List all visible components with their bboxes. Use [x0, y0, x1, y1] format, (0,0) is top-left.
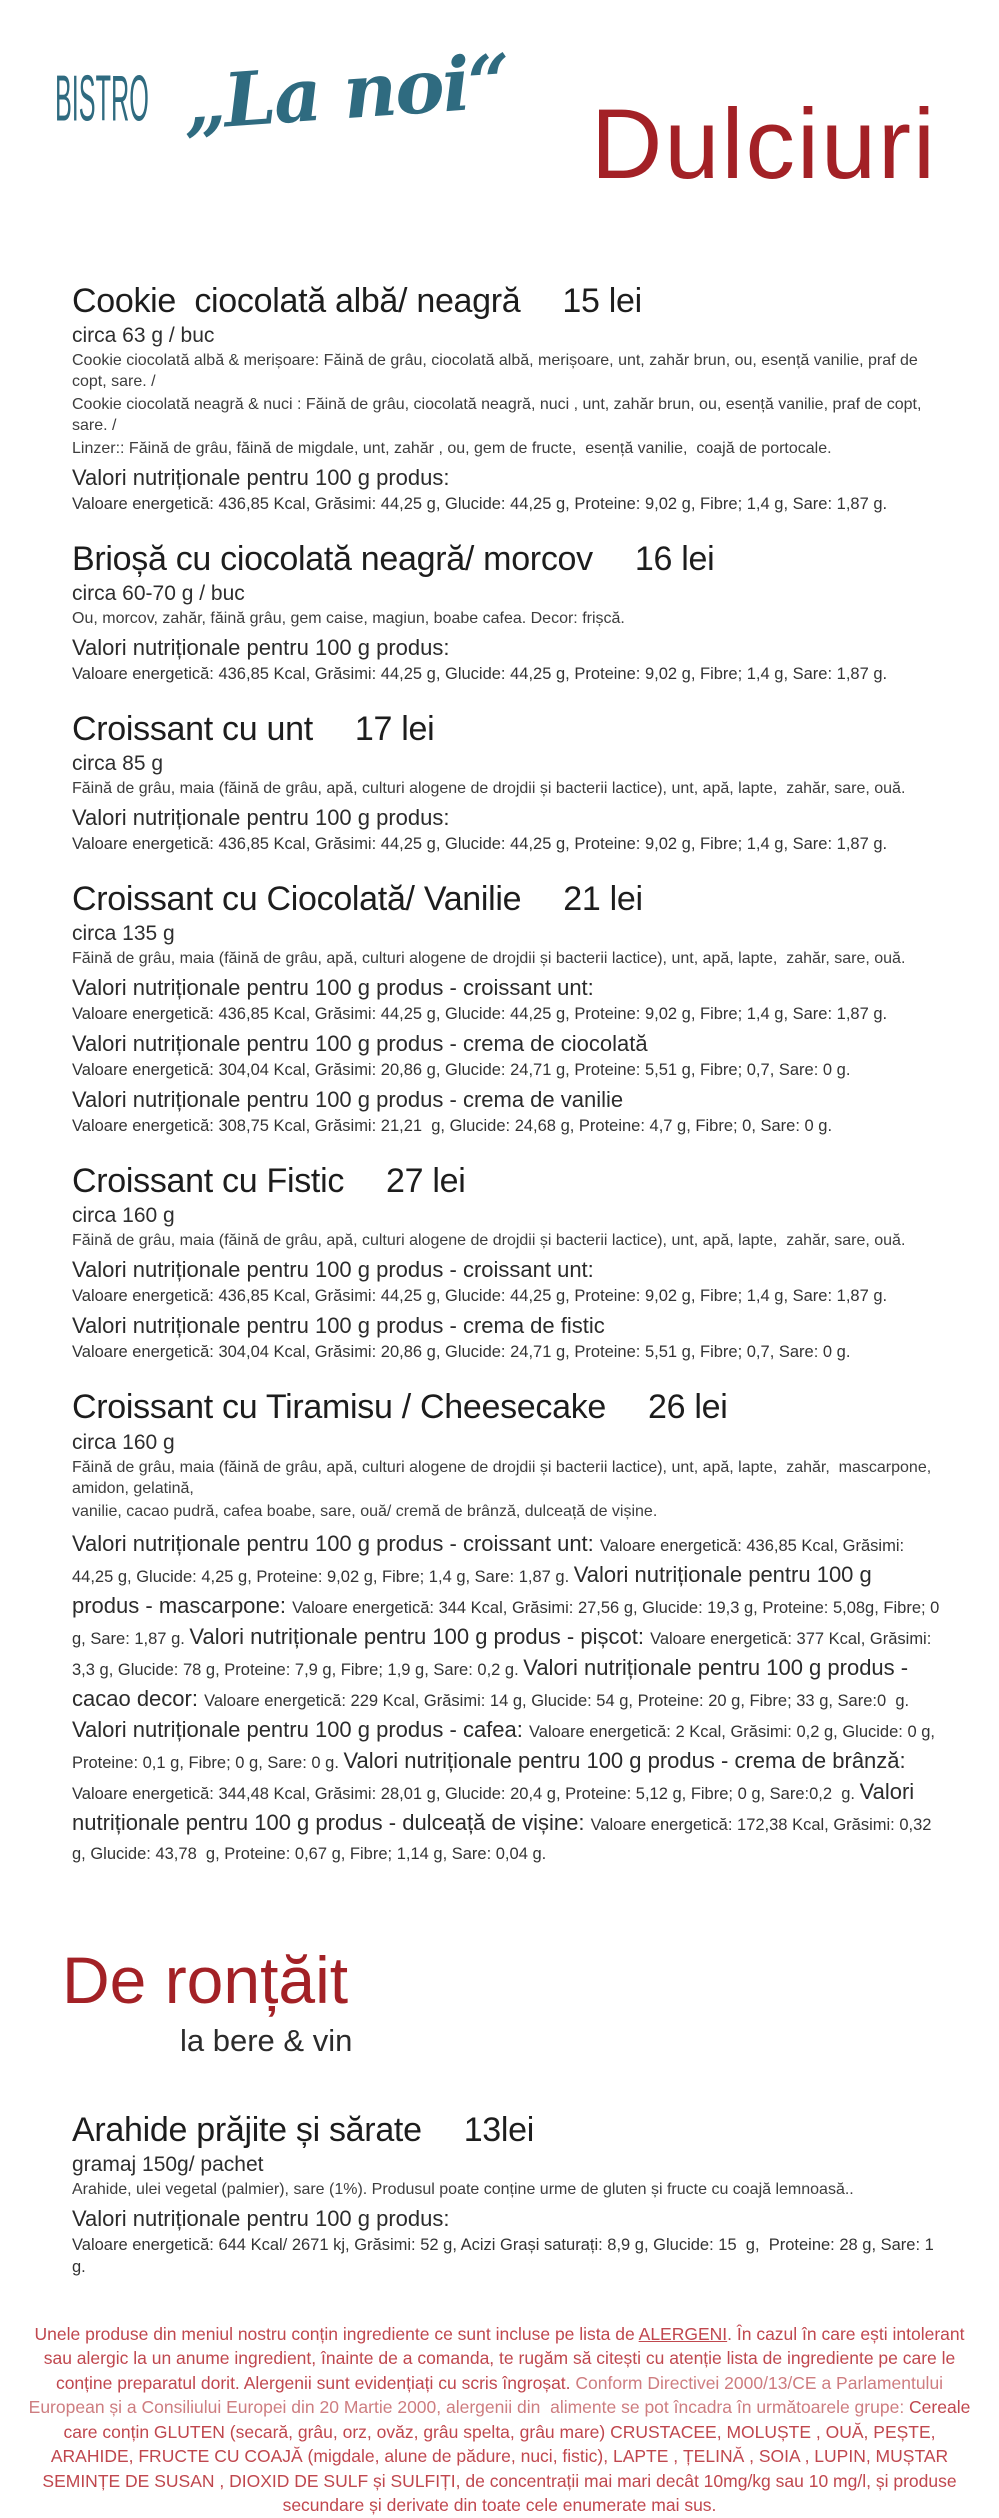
item-portion: circa 160 g: [72, 1204, 175, 1228]
item-ingredients-line: Făină de grâu, maia (făină de grâu, apă, culturi alogene de drojdii și bacterii lactice), unt, apă, lapte, zahăr, sare, ouă.: [72, 1232, 906, 1250]
item-ingredients-line: Făină de grâu, maia (făină de grâu, apă, culturi alogene de drojdii și bacterii lactice), unt, apă, lapte, zahăr, sare, ouă.: [72, 780, 906, 798]
item-title-line: [72, 2111, 941, 2150]
item-price: 21 lei: [563, 880, 643, 919]
nutrition-flow-paragraph: Valori nutriționale pentru 100 g produs - croissant unt: Valoare energetică: 436,85 Kcal, Grăsimi: 44,25 g, Glucide: 4,25 g, Proteine: 9,02 g, Fibre; 1,4 g, Sare: 1,87 g. Valori nutriționale pentru 100 g produs - mascarpone: Valoare energetică: 344 Kcal, Grăsimi: 27,56 g, Glucide: 19,3 g, Proteine: 5,08g, Fibre; 0 g, Sare: 1,87 g. Valori nutriționale pentru 100 g produs - pișcot: Valoare energetică: 377 Kcal, Grăsimi: 3,3 g, Glucide: 78 g, Proteine: 7,9 g, Fibre; 1,9 g, Sare: 0,2 g. Valori nutriționale pentru 100 g produs - cacao decor: Valoare energetică: 229 Kcal, Grăsimi: 14 g, Glucide: 54 g, Proteine: 20 g, Fibre; 33 g, Sare:0 g. Valori nutriționale pentru 100 g produs - cafea: Valoare energetică: 2 Kcal, Grăsimi: 0,2 g, Glucide: 0 g, Proteine: 0,1 g, Fibre; 0 g, Sare: 0 g. Valori nutriționale pentru 100 g produs - crema de brânză: Valoare energetică: 344,48 Kcal, Grăsimi: 28,01 g, Glucide: 20,4 g, Proteine: 5,12 g, Fibre; 0 g, Sare:0,2 g. Valori nutriționale pentru 100 g produs - dulceață de vișine: Valoare energetică: 172,38 Kcal, Grăsimi: 0,32 g, Glucide: 43,78 g, Proteine: 0,67 g, Fibre; 1,14 g, Sare: 0,04 g.: [72, 1530, 944, 1863]
item-portion: circa 85 g: [72, 752, 164, 776]
item-portion: circa 63 g / buc: [72, 324, 215, 348]
page-title: Dulciuri: [590, 88, 937, 199]
nutrition-values: Valoare energetică: 436,85 Kcal, Grăsimi: 44,25 g, Glucide: 44,25 g, Proteine: 9,02 g, Fibre; 1,4 g, Sare: 1,87 g.: [72, 1005, 888, 1024]
item-price: 17 lei: [354, 710, 435, 749]
item-title: Brioșă cu ciocolată neagră/ morcov: [72, 540, 593, 579]
menu-item-cookie: [72, 282, 941, 515]
nutrition-label: Valori nutriționale pentru 100 g produs:: [72, 805, 450, 831]
nutrition-values: Valoare energetică: 304,04 Kcal, Grăsimi: 20,86 g, Glucide: 24,71 g, Proteine: 5,51 g, Fibre; 0,7, Sare: 0 g.: [72, 1343, 851, 1362]
menu-item-croissant-tiramisu-cheesecake: [72, 1388, 944, 1868]
nutrition-values: Valoare energetică: 436,85 Kcal, Grăsimi: 44,25 g, Glucide: 44,25 g, Proteine: 9,02 g, Fibre; 1,4 g, Sare: 1,87 g.: [72, 495, 888, 514]
menu-item-croissant-unt: [72, 710, 941, 855]
nutrition-label: Valori nutriționale pentru 100 g produs - crema de fistic: [72, 1313, 605, 1339]
item-price: 26 lei: [648, 1388, 728, 1427]
restaurant-logo: [55, 38, 513, 148]
menu-item-arahide: [72, 2111, 941, 2278]
section-snacks: [0, 1942, 999, 2059]
item-portion: circa 160 g: [72, 1430, 175, 1454]
snack-items-list: [0, 2111, 999, 2278]
nutrition-values: Valoare energetică: 436,85 Kcal, Grăsimi: 44,25 g, Glucide: 44,25 g, Proteine: 9,02 g, Fibre; 1,4 g, Sare: 1,87 g.: [72, 1287, 888, 1306]
menu-item-briosa: [72, 540, 941, 685]
nutrition-label: Valori nutriționale pentru 100 g produs - croissant unt:: [72, 975, 594, 1001]
item-portion: circa 135 g: [72, 922, 175, 946]
item-title: Croissant cu Ciocolată/ Vanilie: [72, 880, 522, 919]
item-title: Croissant cu unt: [72, 710, 313, 749]
item-title-line: [72, 1162, 941, 1201]
item-title-line: [72, 710, 941, 749]
item-ingredients-line: Arahide, ulei vegetal (palmier), sare (1%). Produsul poate conține urme de gluten și fructe cu coajă lemnoasă..: [72, 2180, 854, 2198]
item-ingredients-line: vanilie, cacao pudră, cafea boabe, sare, ouă/ cremă de brânză, dulceață de vișine.: [72, 1502, 658, 1520]
nutrition-label: Valori nutriționale pentru 100 g produs - crema de vanilie: [72, 1087, 624, 1113]
item-title-line: [72, 1388, 941, 1427]
section-subtitle: la bere & vin: [180, 2022, 353, 2058]
nutrition-label: Valori nutriționale pentru 100 g produs:: [72, 2205, 450, 2231]
section-title: De ronțăit: [62, 1942, 349, 2017]
nutrition-values: Valoare energetică: 644 Kcal/ 2671 kj, Grăsimi: 52 g, Acizi Grași saturați: 8,9 g, Glucide: 15 g, Proteine: 28 g, Sare: 1 g.: [72, 2235, 943, 2276]
item-title: Cookie ciocolată albă/ neagră: [72, 282, 521, 320]
page-header: [0, 0, 999, 220]
item-portion: circa 60-70 g / buc: [72, 582, 245, 606]
nutrition-values: Valoare energetică: 308,75 Kcal, Grăsimi: 21,21 g, Glucide: 24,68 g, Proteine: 4,7 g, Fibre; 0, Sare: 0 g.: [72, 1117, 833, 1136]
menu-item-croissant-ciocolata-vanilie: [72, 880, 941, 1137]
logo-wordmark: BISTRO: [55, 61, 149, 135]
nutrition-label: Valori nutriționale pentru 100 g produs:: [72, 465, 450, 491]
item-ingredients-line: Cookie ciocolată neagră & nuci : Făină de grâu, ciocolată neagră, nuci , unt, zahăr brun, ou, esență vanilie, praf de copt, sare. /: [72, 396, 926, 435]
item-price: 13lei: [463, 2110, 535, 2149]
menu-item-croissant-fistic: [72, 1162, 941, 1363]
nutrition-label: Valori nutriționale pentru 100 g produs:: [72, 635, 450, 661]
nutrition-values: Valoare energetică: 436,85 Kcal, Grăsimi: 44,25 g, Glucide: 44,25 g, Proteine: 9,02 g, Fibre; 1,4 g, Sare: 1,87 g.: [72, 665, 888, 684]
logo-script-name: „La noi“: [180, 38, 513, 148]
nutrition-values: Valoare energetică: 304,04 Kcal, Grăsimi: 20,86 g, Glucide: 24,71 g, Proteine: 5,51 g, Fibre; 0,7, Sare: 0 g.: [72, 1061, 851, 1080]
item-price: 16 lei: [634, 540, 715, 579]
item-ingredients-line: Linzer:: Făină de grâu, făină de migdale, unt, zahăr , ou, gem de fructe, esență vanilie, coajă de portocale.: [72, 440, 832, 458]
item-ingredients-line: Cookie ciocolată albă & merișoare: Făină de grâu, ciocolată albă, merișoare, unt, zahăr brun, ou, esență vanilie, praf de copt, sare. /: [72, 352, 923, 391]
nutrition-label: Valori nutriționale pentru 100 g produs - crema de ciocolată: [72, 1031, 648, 1057]
item-price: 15 lei: [562, 282, 642, 320]
item-ingredients-line: Ou, morcov, zahăr, făină grâu, gem caise, magiun, boabe cafea. Decor: frișcă.: [72, 610, 625, 628]
item-title: Arahide prăjite și sărate: [72, 2110, 422, 2149]
item-ingredients-line: Făină de grâu, maia (făină de grâu, apă, culturi alogene de drojdii și bacterii lactice), unt, apă, lapte, zahăr, sare, ouă.: [72, 950, 906, 968]
item-price: 27 lei: [386, 1162, 466, 1201]
item-title-line: [72, 880, 941, 919]
item-title-line: [72, 282, 941, 321]
item-portion: gramaj 150g/ pachet: [72, 2152, 264, 2176]
allergen-notice: Unele produse din meniul nostru conțin ingrediente ce sunt incluse pe lista de ALERGENI. În cazul în care ești intolerant sau alergic la un anume ingredient, înainte de a comanda, te rugăm să citești cu atenție lista de ingrediente pe care le conține preparatul dorit. Alergenii sunt evidențiați cu scris îngroșat. Conform Directivei 2000/13/CE a Parlamentului European și a Consiliului Europei din 20 Martie 2000, alergenii din alimente se pot încadra în următoarele grupe: Cereale care conțin GLUTEN (secară, grâu, orz, ovăz, grâu spelta, grâu mare) CRUSTACEE, MOLUȘTE , OUĂ, PEȘTE, ARAHIDE, FRUCTE CU COAJĂ (migdale, alune de pădure, nuci, fistic), LAPTE , ȚELINĂ , SOIA , LUPIN, MUȘTAR SEMINȚE DE SUSAN , DIOXID DE SULF și SULFIȚI, de concentrații mai mari decât 10mg/kg sau 10 mg/l, și produse secundare și derivate din toate cele enumerate mai sus.: [28, 2323, 976, 2516]
dessert-items-list: [0, 282, 999, 1869]
nutrition-values: Valoare energetică: 436,85 Kcal, Grăsimi: 44,25 g, Glucide: 44,25 g, Proteine: 9,02 g, Fibre; 1,4 g, Sare: 1,87 g.: [72, 835, 888, 854]
item-title: Croissant cu Tiramisu / Cheesecake: [72, 1388, 607, 1427]
nutrition-label: Valori nutriționale pentru 100 g produs - croissant unt:: [72, 1257, 594, 1283]
item-title: Croissant cu Fistic: [72, 1162, 345, 1201]
item-title-line: [72, 540, 941, 579]
item-ingredients-line: Făină de grâu, maia (făină de grâu, apă, culturi alogene de drojdii și bacterii lactice), unt, apă, lapte, zahăr, mascarpone, amidon, gelatină,: [72, 1458, 936, 1497]
